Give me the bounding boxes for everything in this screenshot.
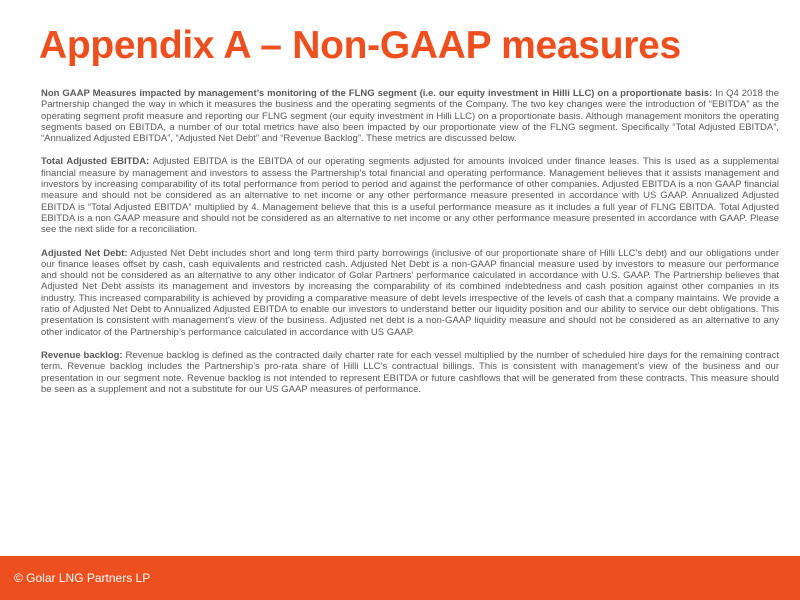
paragraph-revenue-backlog (41, 350, 779, 395)
copyright-notice: © Golar LNG Partners LP (14, 571, 151, 585)
slide-title: Appendix A – Non-GAAP measures (39, 24, 681, 67)
paragraph-text: Adjusted EBITDA is the EBITDA of our operating segments adjusted for amounts invoiced under finance leases. This is used as a supplemental financial measure by management and investors to assess the Partnership’s total financial and operating performance. Management believes that it assists management and investors by increasing comparability of its total performance from period to period and against the performance of other companies. Adjusted EBITDA is a non GAAP financial measure and should not be considered as an alternative to net income or any other performance measure presented in accordance with US GAAP. Annualized Adjusted EBITDA is “Total Adjusted EBITDA” multiplied by 4. Management believe that this is a useful performance measure as it includes a full year of FLNG EBITDA. Total Adjusted EBITDA is a non GAAP measure and should not be considered as an alternative to net income or any other performance measure presented in accordance with GAAP. Please see the next slide for a reconciliation. (41, 156, 780, 236)
paragraph-text: Revenue backlog is defined as the contracted daily charter rate for each vessel multiplied by the number of scheduled hire days for the remaining contract term. Revenue backlog includes the Partnership’s pro-rata share of Hilli LLC’s contractual billings. This is consistent with management’s view of the business and our presentation in our segment note. Revenue backlog is not intended to represent EBITDA or future cashflows that will be generated from these contracts. This measure should be seen as a supplement and not a substitute for our US GAAP measures of performance. (41, 349, 779, 395)
paragraph-label: Total Adjusted EBITDA: (41, 156, 150, 168)
paragraph-adjusted-net-debt (41, 248, 779, 338)
paragraph-text: Adjusted Net Debt includes short and long term third party borrowings (inclusive of our proportionate share of Hilli LLC’s debt) and our obligations under our finance leases offset by cash, cash equivalents and restricted cash. Adjusted Net Debt is a non-GAAP financial measure used by investors to measure our performance and should not be considered as an alternative to any other indicator of Golar Partners' performance calculated in accordance with U.S. GAAP. The Partnership believes that Adjusted Net Debt assists its management and investors by increasing the comparability of its combined indebtedness and cash position against other companies in its industry. This increased comparability is achieved by providing a comparative measure of debt levels irrespective of the levels of cash that a company maintains. We provide a ratio of Adjusted Net Debt to Annualized Adjusted EBITDA to enable our investors to understand better our liquidity position and our ability to service our debt obligations. This presentation is consistent with management’s view of the business. Adjusted net debt is a non-GAAP liquidity measure and should not be considered as an alternative to any other indicator of the Partnership’s performance calculated in accordance with US GAAP. (41, 247, 779, 338)
paragraph-non-gaap-measures (41, 88, 779, 144)
paragraph-total-adjusted-ebitda (41, 156, 779, 235)
paragraph-text: In Q4 2018 the Partnership changed the way in which it measures the business and the operating segments of the Company. The two key changes were the introduction of “EBITDA” as the operating segment profit measure and reporting our FLNG segment (our equity investment in Hilli LLC) on a proportionate basis. Although management monitors the operating segments based on EBITDA, a number of our total metrics have also been impacted by our proportionate view of the FLNG segment. Specifically “Total Adjusted EBITDA”, “Annualized Adjusted EBITDA”, “Adjusted Net Debt” and “Revenue Backlog”. These metrics are discussed below. (41, 88, 779, 145)
paragraph-label: Non GAAP Measures impacted by management’s monitoring of the FLNG segment (i.e. our equity investment in Hilli LLC) on a proportionate basis: (41, 88, 713, 99)
footer-bar (0, 556, 800, 600)
slide-body (41, 88, 779, 407)
paragraph-label: Revenue backlog: (41, 349, 123, 361)
paragraph-label: Adjusted Net Debt: (41, 247, 128, 259)
